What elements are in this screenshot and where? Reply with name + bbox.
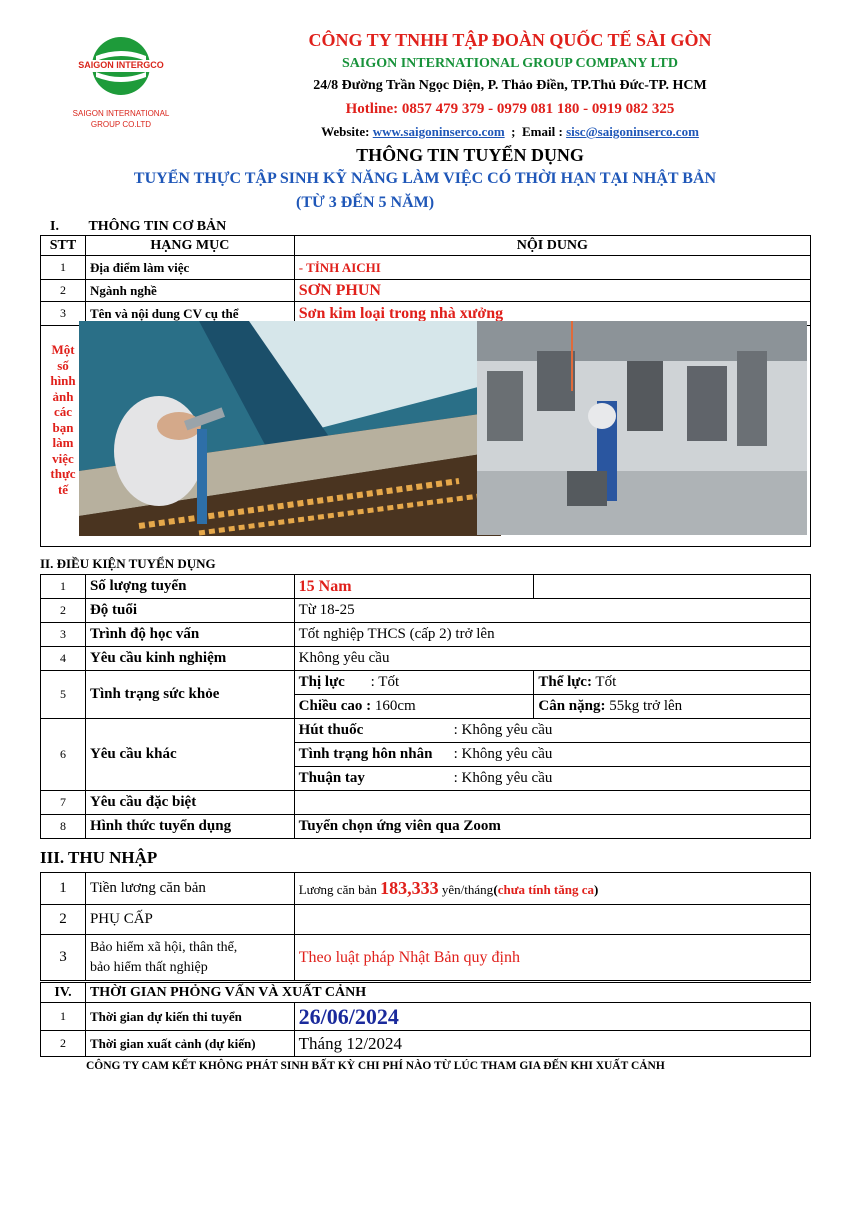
photo-worker-paint-booth (477, 321, 807, 535)
row-stt: 4 (41, 647, 86, 671)
table-row (41, 280, 811, 302)
section4-roman: IV. (41, 983, 86, 1003)
experience-requirement: Không yêu cầu (294, 647, 810, 671)
photos-label-word: việc (52, 450, 74, 466)
salary-amount: 183,333 (380, 878, 439, 898)
row-item: Yêu cầu khác (85, 719, 294, 791)
row-stt: 3 (41, 302, 86, 326)
row-item (85, 935, 294, 981)
base-salary (294, 873, 810, 905)
empty-cell (534, 575, 811, 599)
row-stt: 2 (41, 280, 86, 302)
marital-value: : Không yêu cầu (453, 746, 553, 762)
table-header-row (41, 236, 811, 256)
fitness-label: Thể lực: (538, 674, 592, 690)
smoking-cell (294, 719, 810, 743)
marital-label: Tình trạng hôn nhân (298, 746, 433, 762)
logo-caption-line1: SAIGON INTERNATIONAL (72, 109, 170, 118)
table-row (41, 815, 811, 839)
row-item: Tên và nội dung CV cụ thể (85, 302, 294, 326)
job-description: Sơn kim loại trong nhà xưởng (294, 302, 810, 326)
section4-heading (41, 983, 811, 1003)
table-row (41, 256, 811, 280)
education-level: Tốt nghiệp THCS (cấp 2) trở lên (294, 623, 810, 647)
row-item: Tình trạng sức khỏe (85, 671, 294, 719)
subtitle-line1: TUYỂN THỰC TẬP SINH KỸ NĂNG LÀM VIỆC CÓ THỜI HẠN TẠI NHẬT BẢN (133, 170, 717, 187)
table-row (41, 575, 811, 599)
row-item: Độ tuổi (85, 599, 294, 623)
section1-table (40, 235, 811, 547)
logo-brand-text: SAIGON INTERGCO (78, 60, 164, 70)
row-stt: 3 (41, 935, 86, 981)
table-row (41, 873, 811, 905)
section3-table (40, 872, 811, 981)
marital-cell (294, 743, 810, 767)
logo-caption (62, 108, 180, 130)
row-stt: 3 (41, 623, 86, 647)
departure-date: Tháng 12/2024 (294, 1031, 810, 1057)
photos-label-word: tế (57, 481, 69, 497)
row-item: Tiền lương căn bản (85, 873, 294, 905)
photos-label-word: Một (51, 342, 75, 357)
row-stt: 2 (41, 1031, 86, 1057)
vision-value: : Tốt (370, 674, 400, 690)
section4-table (40, 982, 811, 1057)
photos-label-word: các (53, 404, 73, 419)
row-stt: 1 (41, 575, 86, 599)
row-stt: 8 (41, 815, 86, 839)
handedness-label: Thuận tay (298, 770, 365, 786)
handedness-value: : Không yêu cầu (453, 770, 553, 786)
company-name-vn: CÔNG TY TNHH TẬP ĐOÀN QUỐC TẾ SÀI GÒN (308, 30, 712, 50)
table-row (41, 791, 811, 815)
salary-note: chưa tính tăng ca (497, 882, 594, 897)
fitness-value: Tốt (595, 674, 617, 690)
row-stt: 1 (41, 873, 86, 905)
company-name-en: SAIGON INTERNATIONAL GROUP COMPANY LTD (341, 56, 679, 71)
email-label: Email : (522, 124, 563, 139)
subtitle-line2: (TỪ 3 ĐẾN 5 NĂM) (296, 194, 435, 211)
section2-table (40, 574, 811, 839)
photos-label-word: bạn (52, 419, 74, 435)
row-stt: 1 (41, 256, 86, 280)
fitness-cell (534, 671, 811, 695)
row-item: Ngành nghề (85, 280, 294, 302)
row-item: Yêu cầu kinh nghiệm (85, 647, 294, 671)
insurance-label-line2: bảo hiểm thất nghiệp (89, 959, 208, 975)
row-item: Trình độ học vấn (85, 623, 294, 647)
weight-value: 55kg trở lên (609, 698, 683, 714)
special-requirement (294, 791, 810, 815)
col-stt: STT (41, 236, 86, 256)
salary-prefix: Lương căn bản (298, 882, 377, 897)
row-item: Yêu cầu đặc biệt (85, 791, 294, 815)
website-link[interactable]: www.saigoninserco.com (372, 124, 505, 139)
photos-label-word: làm (52, 435, 74, 450)
age-range: Từ 18-25 (294, 599, 810, 623)
company-address: 24/8 Đường Trần Ngọc Diện, P. Thảo Điền, TP.Thủ Đức-TP. HCM (313, 78, 707, 93)
height-cell (294, 695, 534, 719)
section2-heading: II. ĐIỀU KIỆN TUYỂN DỤNG (40, 556, 216, 571)
row-stt: 5 (41, 671, 86, 719)
row-item: PHỤ CẤP (85, 905, 294, 935)
section1-roman: I. (50, 219, 59, 234)
weight-cell (534, 695, 811, 719)
work-location: - TỈNH AICHI (294, 256, 810, 280)
photos-label-word: thực (50, 466, 76, 481)
smoking-label: Hút thuốc (298, 722, 364, 738)
table-row (41, 1003, 811, 1031)
photos-label (43, 342, 83, 497)
handedness-cell (294, 767, 810, 791)
row-stt: 1 (41, 1003, 86, 1031)
row-stt: 2 (41, 905, 86, 935)
table-row (41, 623, 811, 647)
table-row (41, 905, 811, 935)
section1-heading (50, 219, 226, 235)
company-contacts: Website: www.saigoninserco.com ; Email : sisc@saigoninserco.com (321, 124, 699, 139)
company-logo (62, 34, 180, 134)
salary-note-close: ) (594, 882, 599, 897)
salary-note-open: ( (493, 882, 498, 897)
row-stt: 6 (41, 719, 86, 791)
row-item: Địa điểm làm việc (85, 256, 294, 280)
photos-label-word: hình (50, 373, 76, 388)
email-link[interactable]: sisc@saigoninserco.com (566, 124, 699, 139)
salary-unit: yên/tháng (441, 882, 494, 897)
row-item: Hình thức tuyển dụng (85, 815, 294, 839)
footer-commitment: CÔNG TY CAM KẾT KHÔNG PHÁT SINH BẤT KỲ CHI PHÍ NÀO TỪ LÚC THAM GIA ĐẾN KHI XUẤT CẢNH (86, 1060, 665, 1072)
occupation: SƠN PHUN (294, 280, 810, 302)
table-row (41, 719, 811, 743)
table-row (41, 647, 811, 671)
photos-label-word: số (57, 357, 69, 373)
vision-label: Thị lực (298, 674, 345, 690)
table-row (41, 599, 811, 623)
smoking-value: : Không yêu cầu (453, 722, 553, 738)
table-row (41, 671, 811, 695)
section4-title: THỜI GIAN PHỎNG VẤN VÀ XUẤT CẢNH (85, 983, 810, 1003)
section1-title: THÔNG TIN CƠ BẢN (88, 219, 227, 234)
photo-spray-painting-beam (79, 321, 501, 536)
photos-row (41, 326, 811, 547)
website-label: Website (321, 124, 366, 139)
recruit-quantity: 15 Nam (294, 575, 534, 599)
row-stt: 2 (41, 599, 86, 623)
weight-label: Cân nặng: (538, 698, 606, 714)
page-title: THÔNG TIN TUYỂN DỤNG (356, 145, 584, 165)
row-item: Thời gian xuất cảnh (dự kiến) (85, 1031, 294, 1057)
col-content: NỘI DUNG (294, 236, 810, 256)
section3-heading: III. THU NHẬP (40, 848, 158, 867)
height-value: 160cm (374, 698, 416, 714)
recruitment-method: Tuyển chọn ứng viên qua Zoom (294, 815, 810, 839)
col-item: HẠNG MỤC (85, 236, 294, 256)
photos-label-word: ảnh (52, 388, 74, 404)
exam-date: 26/06/2024 (294, 1003, 810, 1031)
vision-cell (294, 671, 534, 695)
insurance-policy: Theo luật pháp Nhật Bản quy định (294, 935, 810, 981)
insurance-label-line1: Bảo hiểm xã hội, thân thể, (89, 939, 238, 955)
photos-cell (41, 326, 811, 547)
logo-caption-line2: GROUP CO.LTD (90, 120, 152, 129)
row-item: Thời gian dự kiến thi tuyển (85, 1003, 294, 1031)
allowance (294, 905, 810, 935)
height-label: Chiều cao : (298, 698, 372, 714)
table-row (41, 935, 811, 981)
row-item: Số lượng tuyển (85, 575, 294, 599)
row-stt: 7 (41, 791, 86, 815)
table-row (41, 1031, 811, 1057)
company-hotline: Hotline: 0857 479 379 - 0979 081 180 - 0919 082 325 (345, 101, 675, 117)
